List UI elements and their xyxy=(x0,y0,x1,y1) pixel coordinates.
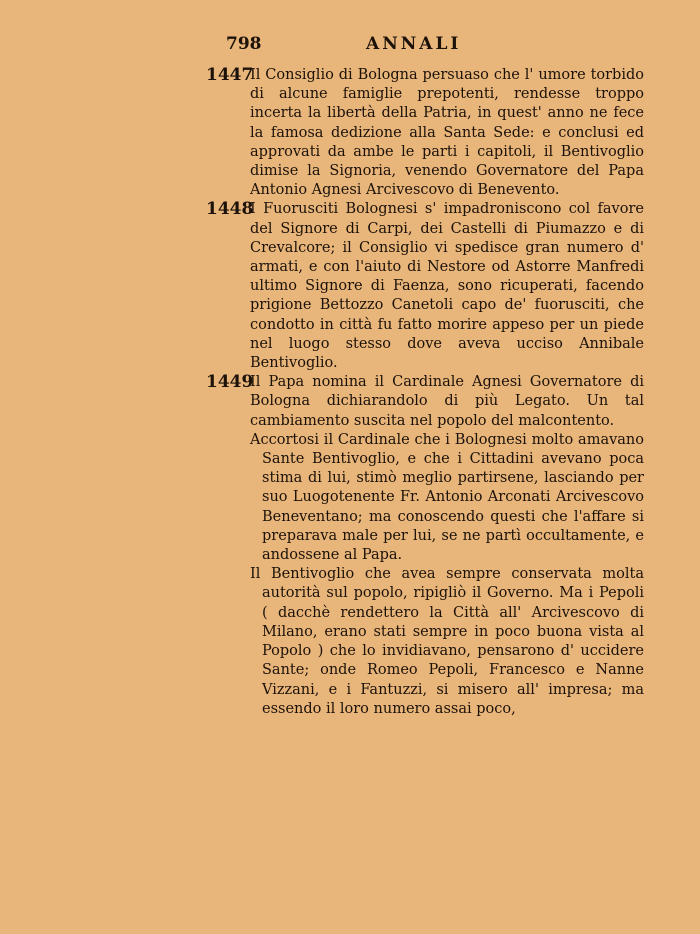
entry-paragraph: Accortosi il Cardinale che i Bolognesi molto amavano Sante Bentivoglio, e che i Cittadini avevano poca stima di lui, stimò meglio partirsene, lasciando per suo Luogotenente Fr. Antonio Arconati Arcivescovo Beneventano; ma conoscendo questi che l'affare si preparava male per lui, se ne partì occultamente, e andossene al Papa. xyxy=(250,431,644,564)
entry-text: Il Consiglio di Bologna persuaso che l' umore torbido di alcune famiglie prepotenti, rendesse troppo incerta la libertà della Patria, in quest' anno ne fece la famosa dedizione alla Santa Sede: e conclusi ed approvati da ambe le parti i capitoli, il Bentivoglio dimise la Signoria, venendo Governatore del Papa Antonio Agnesi Arcivescovo di Benevento. xyxy=(250,67,644,199)
annal-entry-1448 xyxy=(206,200,644,373)
entry-text: Il Papa nomina il Cardinale Agnesi Governatore di Bologna dichiarandolo di più Legato. Un tal cambiamento suscita nel popolo del malcontento. xyxy=(250,374,644,429)
page-number: 798 xyxy=(226,34,262,54)
entry-year: 1447 xyxy=(206,65,254,85)
entry-year: 1448 xyxy=(206,199,254,220)
annal-entry-1449 xyxy=(206,373,644,719)
page-body xyxy=(206,66,644,719)
page-header xyxy=(0,30,700,60)
entry-year: 1449 xyxy=(206,372,254,393)
entry-paragraph: Il Bentivoglio che avea sempre conservata molta autorità sul popolo, ripigliò il Governo. Ma i Pepoli ( dacchè rendettero la Città all' Arcivescovo di Milano, erano stati sempre in poco buona vista al Popolo ) che lo invidiavano, pensarono d' uccidere Sante; onde Romeo Pepoli, Francesco e Nanne Vizzani, e i Fantuzzi, si misero all' impresa; ma essendo il loro numero assai poco, xyxy=(250,566,644,717)
entry-text: I Fuorusciti Bolognesi s' impadroniscono col favore del Signore di Carpi, dei Castelli di Piumazzo e di Crevalcore; il Consiglio vi spedisce gran numero d' armati, e con l'aiuto di Nestore od Astorre Manfredi ultimo Signore di Faenza, sono ricuperati, facendo prigione Bettozzo Canetoli capo de' fuorusciti, che condotto in città fu fatto morire appeso per un piede nel luogo stesso dove aveva ucciso Annibale Bentivoglio. xyxy=(250,201,644,372)
annal-entry-1447 xyxy=(206,66,644,200)
running-title: ANNALI xyxy=(366,34,462,54)
